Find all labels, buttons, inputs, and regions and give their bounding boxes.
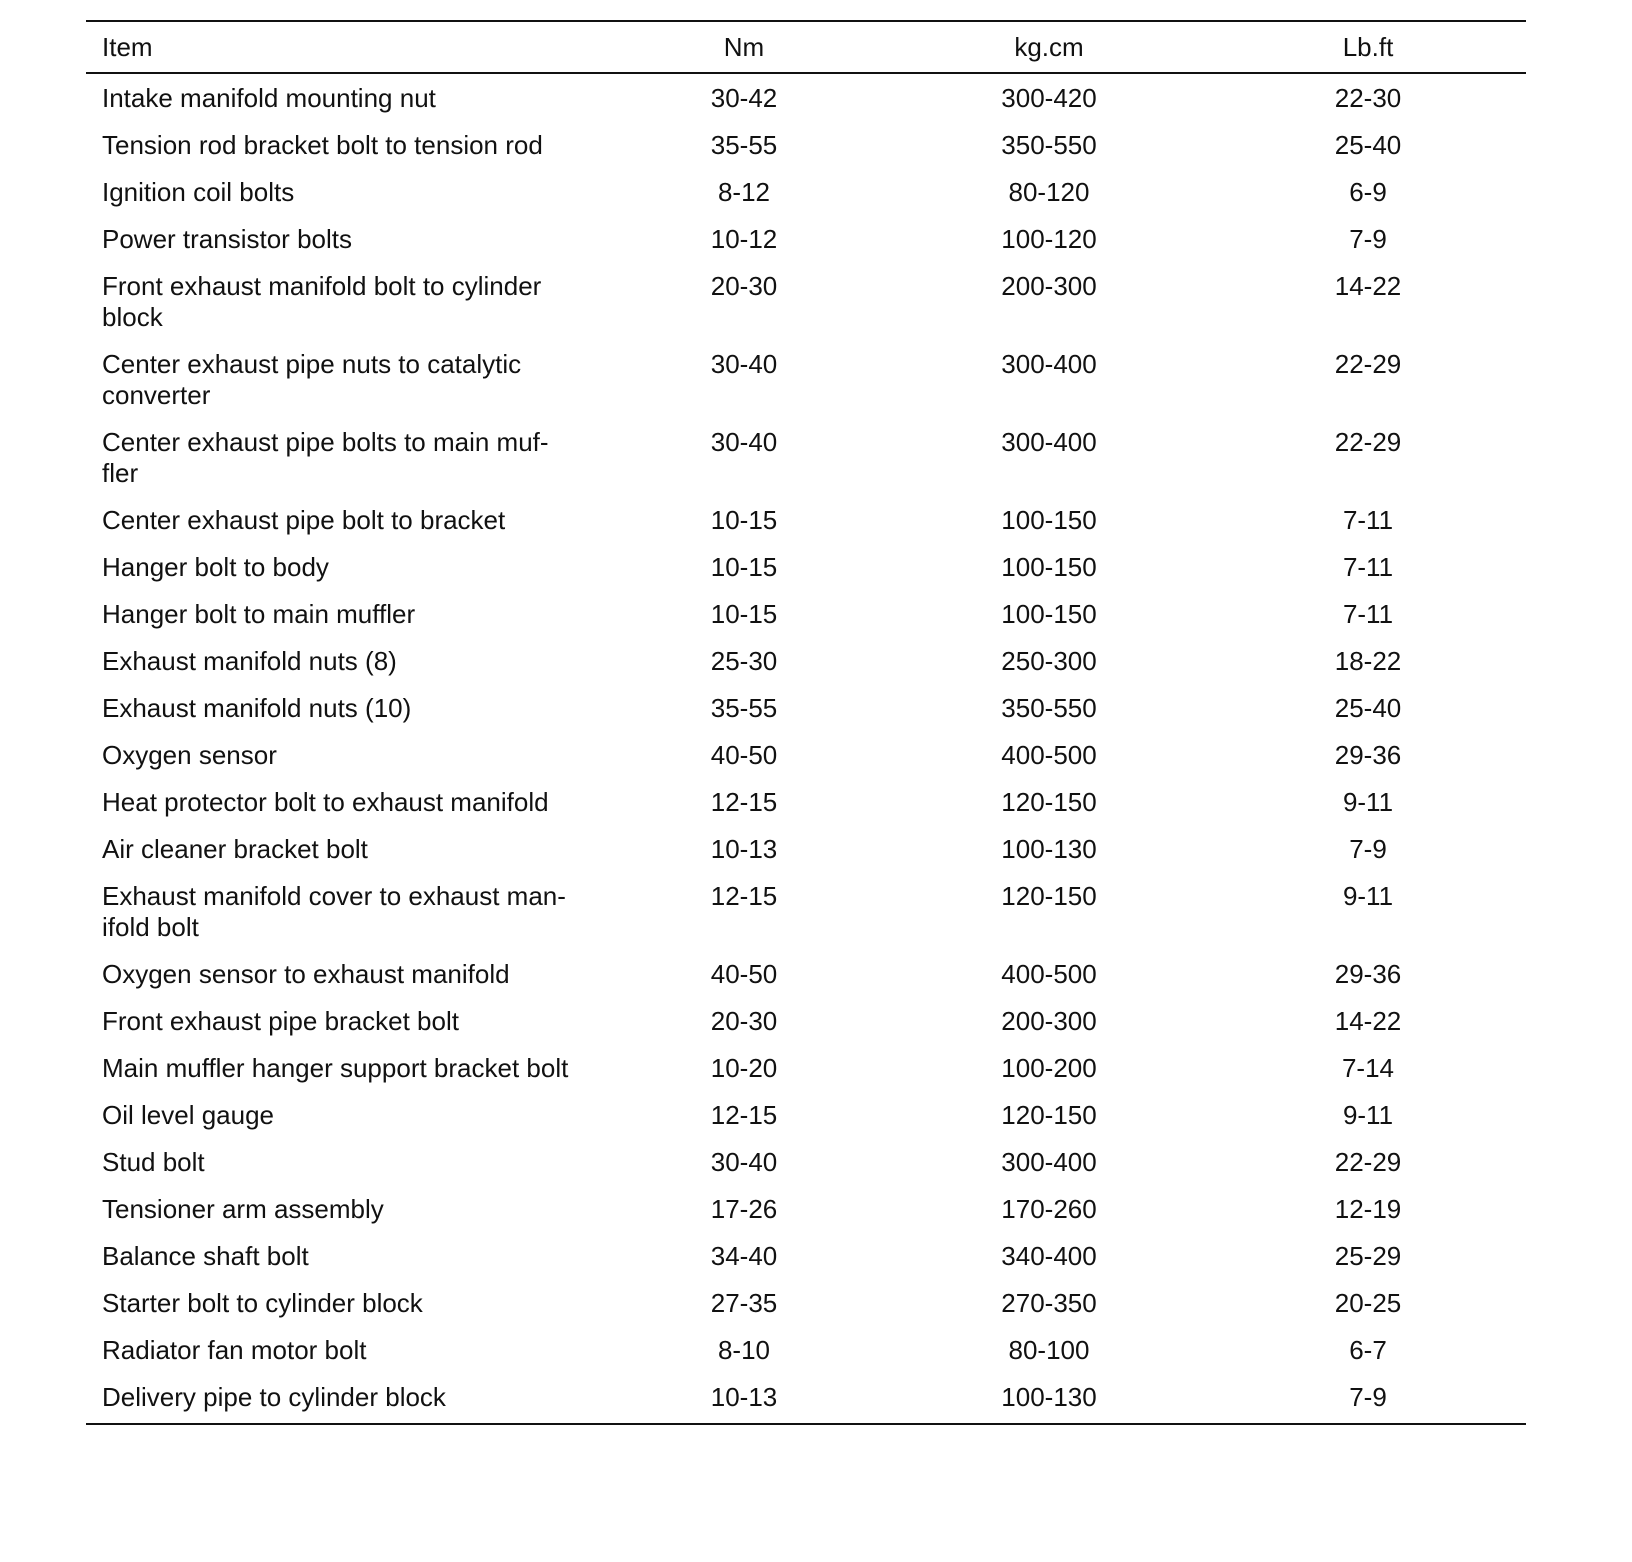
cell-item: Exhaust manifold nuts (8) <box>102 646 397 676</box>
cell-lbft: 9-11 <box>1342 1100 1394 1130</box>
cell-item: Center exhaust pipe nuts to catalytic converter <box>102 349 522 410</box>
cell-item: Front exhaust pipe bracket bolt <box>102 1006 459 1036</box>
cell-kgcm: 80-100 <box>1008 1335 1090 1365</box>
cell-nm: 35-55 <box>710 130 778 160</box>
cell-nm: 25-30 <box>710 646 778 676</box>
cell-lbft: 7-9 <box>1349 1382 1387 1412</box>
header-lbft: Lb.ft <box>1342 31 1394 62</box>
cell-nm: 10-20 <box>710 1053 778 1083</box>
cell-item: Tension rod bracket bolt to tension rod <box>102 130 543 160</box>
cell-nm: 40-50 <box>710 740 778 770</box>
table-row <box>86 1139 1526 1186</box>
cell-kgcm: 300-400 <box>1001 427 1097 457</box>
cell-item: Stud bolt <box>102 1147 205 1177</box>
cell-kgcm: 350-550 <box>1001 130 1097 160</box>
cell-kgcm: 170-260 <box>1001 1194 1097 1224</box>
cell-kgcm: 200-300 <box>1001 271 1097 301</box>
cell-item: Hanger bolt to main muffler <box>102 599 416 629</box>
cell-nm: 30-42 <box>710 83 778 113</box>
cell-lbft: 29-36 <box>1334 740 1402 770</box>
cell-lbft: 14-22 <box>1334 1006 1402 1036</box>
cell-kgcm: 80-120 <box>1008 177 1090 207</box>
table-row <box>86 1045 1526 1092</box>
cell-nm: 34-40 <box>710 1241 778 1271</box>
cell-nm: 27-35 <box>710 1288 778 1318</box>
table-row <box>86 1327 1526 1374</box>
cell-nm: 20-30 <box>710 1006 778 1036</box>
cell-kgcm: 100-130 <box>1001 1382 1097 1412</box>
table-row <box>86 873 1526 951</box>
table-body <box>86 73 1526 1424</box>
cell-lbft: 9-11 <box>1342 787 1394 817</box>
cell-nm: 10-15 <box>710 552 778 582</box>
header-nm: Nm <box>723 31 765 62</box>
table-row <box>86 998 1526 1045</box>
cell-kgcm: 120-150 <box>1001 1100 1097 1130</box>
table-row <box>86 1186 1526 1233</box>
cell-lbft: 22-29 <box>1334 427 1402 457</box>
table-row <box>86 169 1526 216</box>
cell-kgcm: 300-420 <box>1001 83 1097 113</box>
table-row <box>86 779 1526 826</box>
table-header-row <box>86 21 1526 73</box>
cell-nm: 30-40 <box>710 1147 778 1177</box>
cell-lbft: 7-11 <box>1342 552 1394 582</box>
table-row <box>86 591 1526 638</box>
cell-lbft: 25-40 <box>1334 130 1402 160</box>
cell-kgcm: 400-500 <box>1001 740 1097 770</box>
cell-lbft: 22-30 <box>1334 83 1402 113</box>
table-row <box>86 497 1526 544</box>
cell-kgcm: 340-400 <box>1001 1241 1097 1271</box>
cell-nm: 10-15 <box>710 599 778 629</box>
cell-lbft: 25-29 <box>1334 1241 1402 1271</box>
cell-lbft: 6-9 <box>1349 177 1387 207</box>
cell-item: Center exhaust pipe bolt to bracket <box>102 505 506 535</box>
table-row <box>86 1092 1526 1139</box>
header-kgcm: kg.cm <box>1014 31 1084 62</box>
table-row <box>86 122 1526 169</box>
header-item: Item <box>102 31 153 62</box>
cell-nm: 17-26 <box>710 1194 778 1224</box>
cell-lbft: 7-14 <box>1341 1053 1395 1083</box>
cell-lbft: 6-7 <box>1349 1335 1387 1365</box>
cell-nm: 8-12 <box>717 177 771 207</box>
cell-lbft: 7-11 <box>1342 505 1394 535</box>
table-row <box>86 1374 1526 1424</box>
cell-kgcm: 100-130 <box>1001 834 1097 864</box>
cell-item: Air cleaner bracket bolt <box>102 834 368 864</box>
table-row <box>86 732 1526 779</box>
cell-item: Center exhaust pipe bolts to main muf-fler <box>102 427 549 488</box>
cell-lbft: 22-29 <box>1334 1147 1402 1177</box>
table-row <box>86 216 1526 263</box>
cell-kgcm: 270-350 <box>1001 1288 1097 1318</box>
table-row <box>86 263 1526 341</box>
cell-item: Oxygen sensor to exhaust manifold <box>102 959 510 989</box>
cell-nm: 30-40 <box>710 349 778 379</box>
cell-lbft: 29-36 <box>1334 959 1402 989</box>
table-row <box>86 685 1526 732</box>
cell-kgcm: 300-400 <box>1001 1147 1097 1177</box>
cell-nm: 35-55 <box>710 693 778 723</box>
table-row <box>86 73 1526 122</box>
cell-item: Radiator fan motor bolt <box>102 1335 367 1365</box>
table-row <box>86 1280 1526 1327</box>
cell-nm: 10-13 <box>710 834 778 864</box>
torque-spec-table <box>86 20 1526 1425</box>
table-row <box>86 1233 1526 1280</box>
cell-item: Starter bolt to cylinder block <box>102 1288 423 1318</box>
cell-kgcm: 120-150 <box>1001 787 1097 817</box>
cell-lbft: 14-22 <box>1334 271 1402 301</box>
cell-item: Delivery pipe to cylinder block <box>102 1382 446 1412</box>
cell-nm: 10-15 <box>710 505 778 535</box>
cell-nm: 30-40 <box>710 427 778 457</box>
cell-kgcm: 250-300 <box>1001 646 1097 676</box>
cell-lbft: 7-9 <box>1349 834 1387 864</box>
cell-nm: 12-15 <box>710 787 778 817</box>
cell-lbft: 7-11 <box>1342 599 1394 629</box>
cell-nm: 20-30 <box>710 271 778 301</box>
cell-item: Power transistor bolts <box>102 224 352 254</box>
cell-lbft: 22-29 <box>1334 349 1402 379</box>
cell-nm: 8-10 <box>717 1335 771 1365</box>
cell-item: Oil level gauge <box>102 1100 274 1130</box>
table-row <box>86 341 1526 419</box>
cell-item: Hanger bolt to body <box>102 552 329 582</box>
cell-item: Heat protector bolt to exhaust manifold <box>102 787 549 817</box>
cell-item: Front exhaust manifold bolt to cylinder block <box>102 271 542 332</box>
table-row <box>86 544 1526 591</box>
cell-item: Tensioner arm assembly <box>102 1194 384 1224</box>
cell-lbft: 7-9 <box>1349 224 1387 254</box>
cell-item: Main muffler hanger support bracket bolt <box>102 1053 569 1083</box>
cell-nm: 40-50 <box>710 959 778 989</box>
cell-kgcm: 100-150 <box>1001 505 1097 535</box>
cell-kgcm: 100-150 <box>1001 552 1097 582</box>
table-row <box>86 951 1526 998</box>
table-row <box>86 638 1526 685</box>
cell-lbft: 12-19 <box>1334 1194 1402 1224</box>
cell-lbft: 20-25 <box>1334 1288 1402 1318</box>
cell-item: Ignition coil bolts <box>102 177 295 207</box>
cell-kgcm: 100-120 <box>1001 224 1097 254</box>
cell-item: Exhaust manifold nuts (10) <box>102 693 412 723</box>
cell-nm: 12-15 <box>710 881 778 911</box>
cell-kgcm: 350-550 <box>1001 693 1097 723</box>
cell-lbft: 18-22 <box>1334 646 1402 676</box>
cell-item: Oxygen sensor <box>102 740 277 770</box>
cell-lbft: 25-40 <box>1334 693 1402 723</box>
cell-kgcm: 100-200 <box>1001 1053 1097 1083</box>
table-row <box>86 826 1526 873</box>
cell-nm: 10-13 <box>710 1382 778 1412</box>
cell-nm: 12-15 <box>710 1100 778 1130</box>
cell-kgcm: 120-150 <box>1001 881 1097 911</box>
cell-nm: 10-12 <box>710 224 778 254</box>
cell-kgcm: 200-300 <box>1001 1006 1097 1036</box>
cell-item: Exhaust manifold cover to exhaust man-ifold bolt <box>102 881 566 942</box>
cell-lbft: 9-11 <box>1342 881 1394 911</box>
cell-kgcm: 400-500 <box>1001 959 1097 989</box>
table-row <box>86 419 1526 497</box>
cell-item: Intake manifold mounting nut <box>102 83 436 113</box>
cell-kgcm: 100-150 <box>1001 599 1097 629</box>
cell-item: Balance shaft bolt <box>102 1241 309 1271</box>
cell-kgcm: 300-400 <box>1001 349 1097 379</box>
